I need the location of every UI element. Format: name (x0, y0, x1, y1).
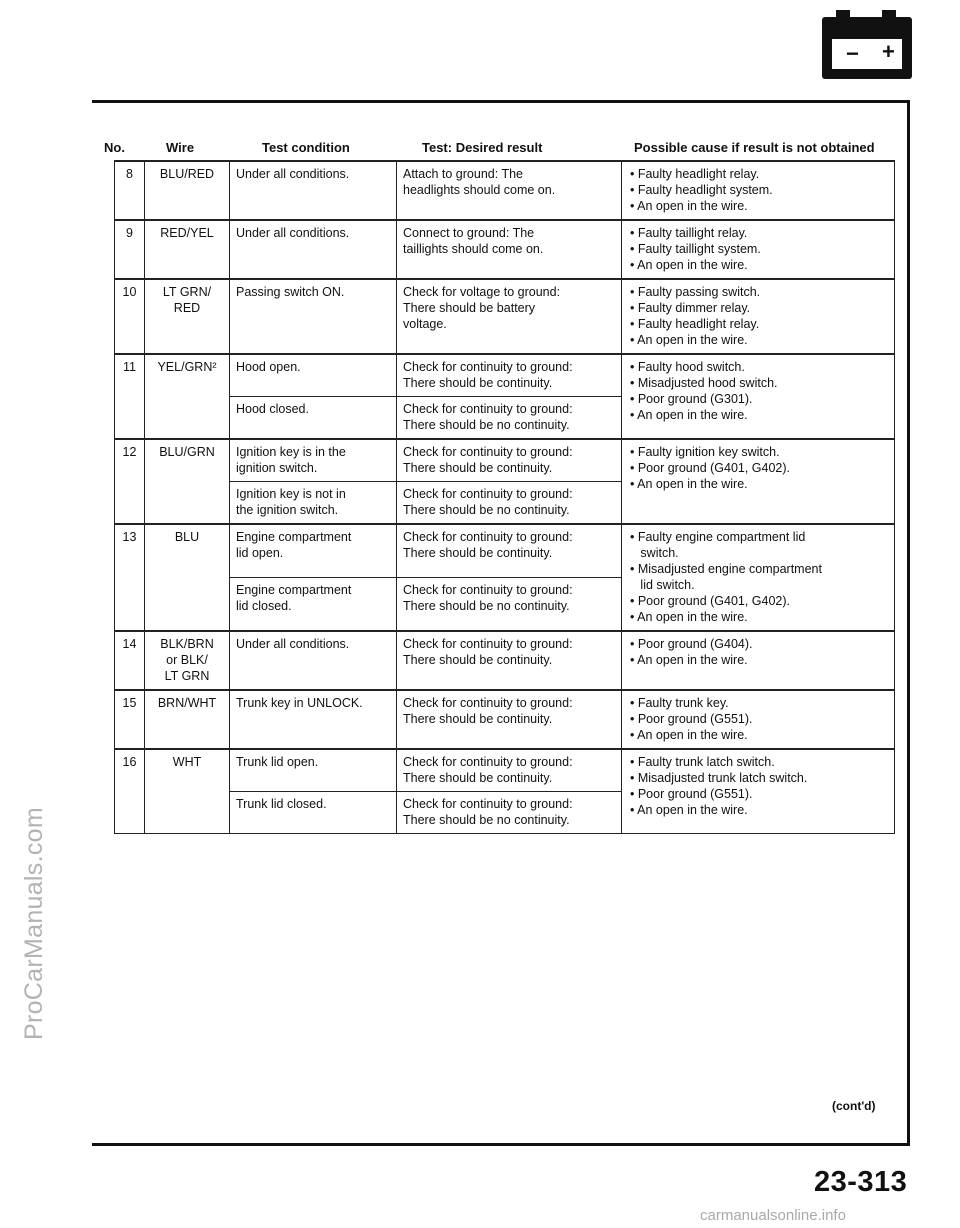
wire-color (145, 220, 230, 279)
battery-face (832, 31, 902, 69)
wire-color (145, 439, 230, 524)
desired-result-line: Check for continuity to ground: (403, 755, 573, 769)
test-condition-line: Under all conditions. (236, 226, 350, 240)
desired-result-line: Check for continuity to ground: (403, 402, 573, 416)
test-condition-line: Engine compartment (236, 530, 352, 544)
wire-color (145, 749, 230, 834)
watermark-bottom: carmanualsonline.info (700, 1207, 846, 1224)
desired-result-line: There should be no continuity. (403, 599, 570, 613)
desired-result (397, 578, 622, 632)
test-condition (230, 631, 397, 690)
possible-cause-line: • An open in the wire. (630, 333, 748, 347)
wire-color (145, 161, 230, 220)
possible-cause-line: • Faulty trunk key. (630, 696, 729, 710)
desired-result-line: voltage. (403, 317, 447, 331)
test-condition-line: ignition switch. (236, 461, 318, 475)
test-condition (230, 439, 397, 482)
test-condition (230, 354, 397, 397)
desired-result (397, 631, 622, 690)
continued-note: (cont'd) (832, 1099, 876, 1113)
desired-result (397, 749, 622, 792)
battery-icon (822, 17, 912, 79)
column-headers (0, 140, 960, 160)
possible-cause-line: • An open in the wire. (630, 610, 748, 624)
header-test-condition: Test condition (262, 140, 350, 155)
possible-cause (622, 279, 895, 354)
desired-result (397, 482, 622, 525)
possible-cause (622, 631, 895, 690)
wire-color-line: LT GRN (164, 669, 210, 683)
wire-color-line: BLU/RED (159, 167, 215, 181)
table-row (115, 690, 895, 749)
possible-cause-line: • An open in the wire. (630, 728, 748, 742)
test-condition-line: Engine compartment (236, 583, 352, 597)
row-number: 13 (115, 524, 145, 631)
frame-top-rule (92, 100, 910, 103)
possible-cause-line: • An open in the wire. (630, 477, 748, 491)
possible-cause-line: • Faulty taillight system. (630, 242, 761, 256)
test-condition (230, 578, 397, 632)
test-condition-line: Ignition key is in the (236, 445, 346, 459)
test-condition-line: Ignition key is not in (236, 487, 346, 501)
possible-cause-line: • Faulty ignition key switch. (630, 445, 780, 459)
test-condition (230, 749, 397, 792)
wire-color (145, 631, 230, 690)
possible-cause-line: • Misadjusted trunk latch switch. (630, 771, 808, 785)
desired-result-line: There should be no continuity. (403, 813, 570, 827)
header-no: No. (104, 140, 125, 155)
possible-cause-line: • Poor ground (G301). (630, 392, 753, 406)
test-condition (230, 690, 397, 749)
header-desired-result: Test: Desired result (422, 140, 543, 155)
row-number: 11 (115, 354, 145, 439)
diagnostic-table (114, 160, 895, 834)
frame-right-rule (907, 100, 910, 1146)
possible-cause-line: • An open in the wire. (630, 408, 748, 422)
minus-sign: − (846, 41, 859, 66)
possible-cause-line: • Faulty headlight relay. (630, 167, 760, 181)
possible-cause (622, 749, 895, 834)
desired-result (397, 161, 622, 220)
test-condition-line: Hood open. (236, 360, 301, 374)
desired-result-line: There should be continuity. (403, 546, 553, 560)
test-condition-line: Under all conditions. (236, 637, 350, 651)
desired-result-line: There should be battery (403, 301, 536, 315)
possible-cause-line: • An open in the wire. (630, 653, 748, 667)
test-condition-line: Hood closed. (236, 402, 309, 416)
desired-result-line: Check for continuity to ground: (403, 360, 573, 374)
table-row (115, 220, 895, 279)
possible-cause (622, 161, 895, 220)
possible-cause-line: • Misadjusted hood switch. (630, 376, 778, 390)
wire-color-line: BLU/GRN (159, 445, 215, 459)
test-condition-line: Trunk key in UNLOCK. (236, 696, 363, 710)
wire-color (145, 524, 230, 631)
possible-cause (622, 524, 895, 631)
desired-result-line: Check for continuity to ground: (403, 487, 573, 501)
row-number: 9 (115, 220, 145, 279)
possible-cause-line: • Faulty passing switch. (630, 285, 761, 299)
desired-result-line: Check for continuity to ground: (403, 696, 573, 710)
test-condition (230, 792, 397, 834)
possible-cause-line: • Misadjusted engine compartment (630, 562, 822, 576)
row-number: 14 (115, 631, 145, 690)
wire-color-line: RED (173, 301, 201, 315)
possible-cause-line: • Faulty engine compartment lid (630, 530, 806, 544)
table-row (115, 161, 895, 220)
test-condition-line: Passing switch ON. (236, 285, 345, 299)
test-condition (230, 397, 397, 440)
wire-color-line: RED/YEL (160, 226, 214, 240)
test-condition (230, 279, 397, 354)
desired-result (397, 354, 622, 397)
desired-result (397, 524, 622, 578)
desired-result (397, 397, 622, 440)
wire-color (145, 354, 230, 439)
row-number: 12 (115, 439, 145, 524)
possible-cause-line: • Faulty headlight relay. (630, 317, 760, 331)
possible-cause-line: • Faulty dimmer relay. (630, 301, 751, 315)
desired-result (397, 690, 622, 749)
desired-result-line: There should be no continuity. (403, 418, 570, 432)
battery-terminal-positive (882, 10, 896, 20)
wire-color-line: YEL/GRN² (157, 360, 217, 374)
possible-cause-line: • Poor ground (G401, G402). (630, 461, 791, 475)
possible-cause-line: • Poor ground (G401, G402). (630, 594, 791, 608)
possible-cause-line: • Poor ground (G551). (630, 712, 753, 726)
header-wire: Wire (166, 140, 195, 155)
table-row (115, 524, 895, 578)
table-row (115, 439, 895, 482)
desired-result-line: Check for continuity to ground: (403, 637, 573, 651)
wire-color-line: WHT (172, 755, 202, 769)
desired-result-line: Check for continuity to ground: (403, 583, 573, 597)
wire-color-line: BLU (174, 530, 200, 544)
table-row (115, 631, 895, 690)
header-possible-cause: Possible cause if result is not obtained (634, 140, 875, 155)
test-condition-line: Trunk lid closed. (236, 797, 327, 811)
wire-color-line: BRN/WHT (157, 696, 217, 710)
possible-cause (622, 220, 895, 279)
wire-color (145, 690, 230, 749)
desired-result-line: Check for continuity to ground: (403, 530, 573, 544)
battery-terminal-negative (836, 10, 850, 20)
desired-result (397, 439, 622, 482)
row-number: 16 (115, 749, 145, 834)
row-number: 15 (115, 690, 145, 749)
possible-cause-line: • An open in the wire. (630, 199, 748, 213)
test-condition-line: the ignition switch. (236, 503, 339, 517)
test-condition-line: lid closed. (236, 599, 292, 613)
battery-bar (832, 31, 902, 39)
watermark-left: ProCarManuals.com (20, 807, 48, 1040)
test-condition-line: Under all conditions. (236, 167, 350, 181)
possible-cause (622, 690, 895, 749)
test-condition-line: Trunk lid open. (236, 755, 319, 769)
possible-cause (622, 439, 895, 524)
wire-color-line: LT GRN/ (162, 285, 212, 299)
table-row (115, 354, 895, 397)
possible-cause-line: • Faulty hood switch. (630, 360, 745, 374)
wire-color-line: or BLK/ (166, 653, 208, 667)
frame-bottom-rule (92, 1143, 910, 1146)
plus-sign: + (882, 39, 895, 64)
test-condition (230, 161, 397, 220)
desired-result-line: There should be continuity. (403, 376, 553, 390)
desired-result-line: Check for voltage to ground: (403, 285, 561, 299)
row-number: 10 (115, 279, 145, 354)
desired-result-line: headlights should come on. (403, 183, 556, 197)
desired-result (397, 279, 622, 354)
row-number: 8 (115, 161, 145, 220)
possible-cause (622, 354, 895, 439)
possible-cause-line: • An open in the wire. (630, 258, 748, 272)
page-number: 23-313 (814, 1166, 908, 1198)
possible-cause-line: • Poor ground (G404). (630, 637, 753, 651)
wire-color-line: BLK/BRN (160, 637, 214, 651)
table-row (115, 749, 895, 792)
desired-result-line: There should be continuity. (403, 653, 553, 667)
possible-cause-line: switch. (630, 546, 679, 560)
wire-color (145, 279, 230, 354)
desired-result (397, 220, 622, 279)
desired-result-line: Check for continuity to ground: (403, 797, 573, 811)
test-condition (230, 524, 397, 578)
possible-cause-line: • Poor ground (G551). (630, 787, 753, 801)
desired-result-line: Attach to ground: The (403, 167, 523, 181)
table-row (115, 279, 895, 354)
possible-cause-line: • Faulty headlight system. (630, 183, 773, 197)
test-condition-line: lid open. (236, 546, 284, 560)
desired-result-line: taillights should come on. (403, 242, 544, 256)
test-condition (230, 482, 397, 525)
desired-result-line: There should be continuity. (403, 771, 553, 785)
possible-cause-line: • An open in the wire. (630, 803, 748, 817)
possible-cause-line: lid switch. (630, 578, 695, 592)
possible-cause-line: • Faulty taillight relay. (630, 226, 748, 240)
desired-result-line: There should be no continuity. (403, 503, 570, 517)
desired-result-line: There should be continuity. (403, 461, 553, 475)
desired-result (397, 792, 622, 834)
desired-result-line: There should be continuity. (403, 712, 553, 726)
desired-result-line: Check for continuity to ground: (403, 445, 573, 459)
desired-result-line: Connect to ground: The (403, 226, 535, 240)
test-condition (230, 220, 397, 279)
possible-cause-line: • Faulty trunk latch switch. (630, 755, 775, 769)
